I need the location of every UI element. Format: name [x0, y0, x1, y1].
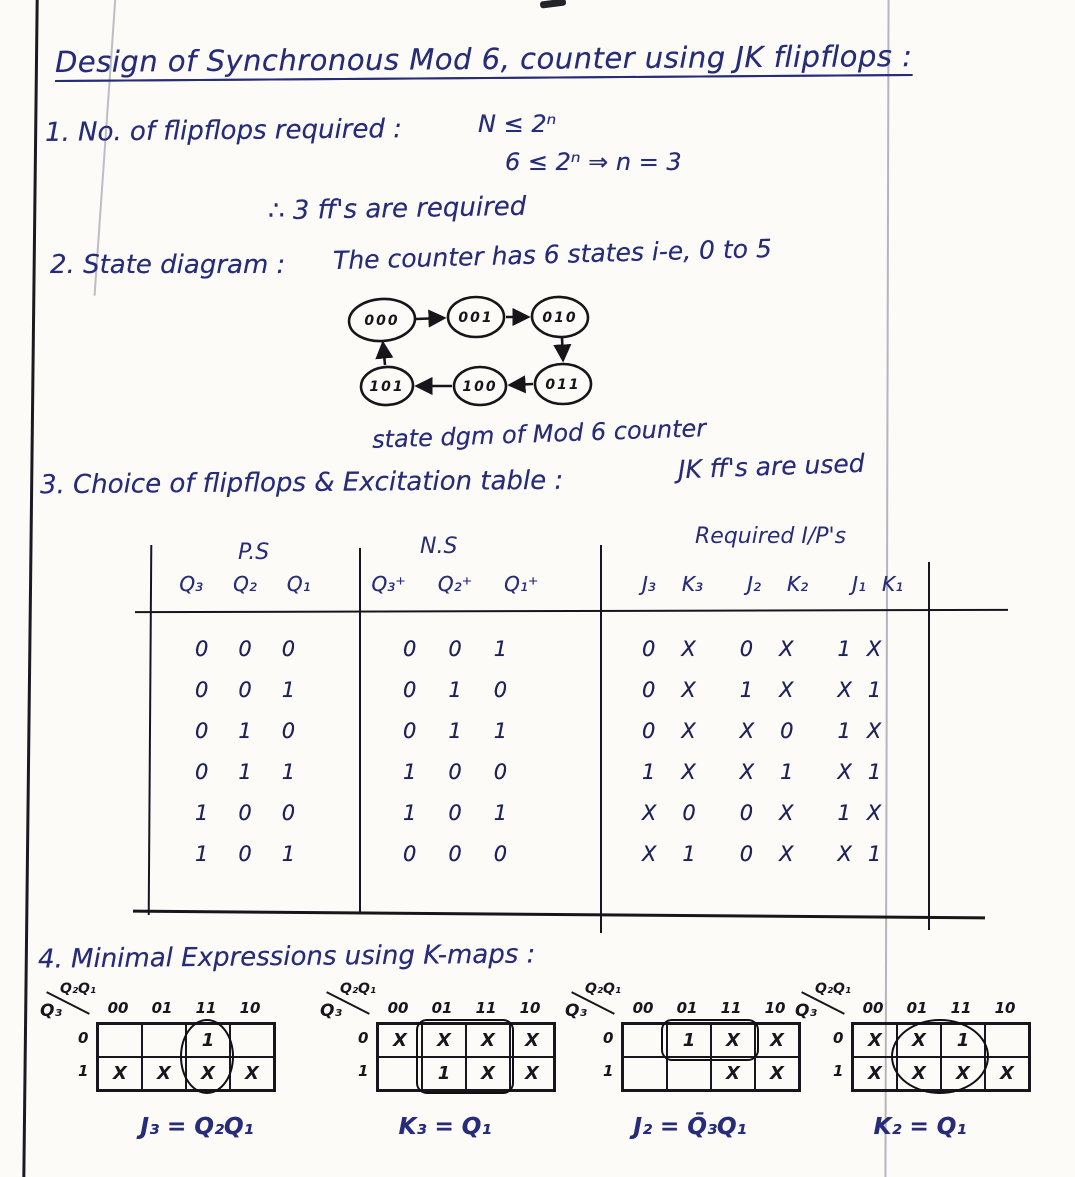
table-cell: 0: [238, 800, 252, 825]
step1-formula-1: N ≤ 2ⁿ: [478, 110, 557, 138]
table-cell: 0: [739, 800, 754, 825]
kmap-col-labels: [96, 999, 272, 1017]
transition-arrow: [383, 344, 385, 365]
table-cell: 1: [281, 759, 296, 784]
kmap-cell: X: [711, 1057, 755, 1090]
table-cell: 1: [493, 636, 508, 661]
kmap-cell: [230, 1024, 274, 1057]
ns-group: [360, 842, 600, 866]
table-cell: 1: [867, 841, 882, 866]
kmap-cell: [98, 1024, 142, 1057]
table-cell: 0: [402, 841, 417, 866]
col-header: Q₁⁺: [504, 572, 539, 596]
table-cell: 0: [194, 718, 209, 743]
kmap-col-label: 11: [475, 999, 497, 1017]
table-cell: 1: [493, 718, 508, 743]
table-cell: 0: [642, 718, 656, 743]
table-cell: 0: [493, 759, 508, 784]
table-cell: 1: [780, 759, 794, 784]
step1-label: 1. No. of flipflops required :: [44, 114, 403, 148]
state-label: 101: [369, 379, 405, 395]
ps-group: [150, 637, 360, 661]
table-cell: 1: [493, 800, 508, 825]
kmap-corner: [795, 981, 852, 1022]
table-cell: X: [837, 677, 852, 702]
state-label: 011: [545, 377, 581, 393]
io-pair: [642, 842, 696, 866]
io-group: [600, 760, 930, 784]
kmap-row-label: 0: [358, 1029, 369, 1047]
io-pair: [838, 842, 882, 866]
table-cell: X: [779, 800, 794, 825]
kmap-cell: X: [466, 1057, 510, 1090]
kmap-cell: 1: [186, 1024, 230, 1057]
kmap-col-label: 10: [994, 999, 1016, 1017]
kmap-col-label: 10: [519, 999, 541, 1017]
kmap-cell: X: [230, 1057, 274, 1090]
kmap-col-label: 11: [195, 999, 217, 1017]
table-cell: X: [681, 718, 696, 743]
table-cell: 0: [642, 636, 656, 661]
kmap-cell: [667, 1057, 711, 1090]
kmap-group: [661, 1019, 759, 1061]
table-cell: 0: [493, 677, 508, 702]
io-header-pair: [747, 572, 808, 596]
table-row: [150, 669, 930, 710]
table-cell: X: [779, 677, 794, 702]
table-rows: [150, 628, 930, 874]
io-pair: [740, 760, 794, 784]
kmap-J2: [565, 981, 815, 1163]
kmap-col-labels: [851, 999, 1027, 1017]
table-cell: 1: [194, 800, 209, 825]
io-pair: [838, 719, 882, 743]
table-group-header-ns: N.S: [420, 534, 458, 559]
kmap-cell: X: [853, 1024, 897, 1057]
table-cell: X: [739, 759, 755, 784]
kmap-cell: X: [755, 1024, 799, 1057]
kmap-cell: X: [98, 1057, 142, 1090]
table-cell: 1: [194, 841, 209, 866]
table-cell: 1: [837, 636, 851, 661]
table-cell: 0: [739, 841, 754, 866]
ps-group: [150, 760, 360, 784]
col-header: Q₂⁺: [437, 572, 473, 596]
kmap-expression: J₂ = Q̄₃Q₁: [633, 1114, 747, 1140]
table-cell: X: [739, 718, 755, 743]
kmap-col-label: 01: [676, 999, 698, 1017]
state-label: 010: [542, 310, 578, 326]
io-pair: [642, 760, 696, 784]
table-group-header-io: Required I/P's: [695, 524, 847, 549]
io-pair: [740, 719, 794, 743]
table-border-bottom: [133, 910, 985, 919]
ps-group: [150, 842, 360, 866]
table-cell: 0: [238, 841, 252, 866]
table-cell: 1: [837, 800, 851, 825]
table-cell: 0: [448, 841, 462, 866]
state-diagram: [330, 288, 630, 424]
col-header: Q₁: [286, 572, 311, 596]
kmap-cell: X: [897, 1024, 941, 1057]
table-cell: X: [866, 718, 882, 743]
table-cell: 0: [642, 677, 656, 702]
io-group: [600, 801, 930, 825]
col-header: Q₃: [179, 572, 204, 596]
kmap-cell: 1: [667, 1024, 711, 1057]
transition-arrow: [511, 384, 533, 385]
col-header: J₁: [852, 572, 867, 596]
table-row: [150, 628, 930, 669]
col-header: J₂: [747, 572, 761, 596]
table-cell: X: [681, 677, 696, 702]
kmap-cell: 1: [422, 1057, 466, 1090]
kmap-cell: [623, 1057, 667, 1090]
kmap-row-var: Q₃: [795, 1001, 817, 1021]
table-cell: X: [779, 841, 794, 866]
transition-arrow: [416, 318, 443, 319]
ns-group: [360, 678, 600, 702]
table-cell: 1: [448, 718, 462, 743]
kmap-row-label: 1: [78, 1062, 89, 1080]
kmap-row-label: 0: [833, 1029, 844, 1047]
kmap-col-label: 01: [151, 999, 173, 1017]
table-cell: 0: [281, 636, 296, 661]
io-pair: [838, 760, 882, 784]
table-cell: 0: [448, 759, 462, 784]
table-cell: 0: [780, 718, 794, 743]
ns-group: [360, 719, 600, 743]
table-cell: 1: [281, 677, 296, 702]
kmap-cell: X: [897, 1057, 941, 1090]
io-group: [600, 637, 930, 661]
table-cell: 1: [281, 841, 296, 866]
table-cell: 0: [448, 800, 462, 825]
kmap-cell: X: [711, 1024, 755, 1057]
table-cell: 1: [238, 759, 252, 784]
kmap-col-label: 00: [862, 999, 884, 1017]
col-header: J₃: [642, 572, 656, 596]
kmap-cell: X: [422, 1024, 466, 1057]
io-pair: [642, 801, 696, 825]
kmap-col-var: Q₂Q₁: [340, 981, 377, 997]
table-row: [150, 792, 930, 833]
table-cell: 1: [238, 718, 252, 743]
kmap-col-label: 01: [431, 999, 453, 1017]
table-cell: 1: [402, 759, 417, 784]
kmap-group: [180, 1019, 234, 1094]
table-cell: X: [779, 636, 794, 661]
table-cell: X: [681, 759, 696, 784]
kmap-col-label: 11: [950, 999, 972, 1017]
kmap-col-label: 00: [632, 999, 654, 1017]
table-cell: 1: [448, 677, 462, 702]
kmap-cell: X: [186, 1057, 230, 1090]
kmap-col-labels: [376, 999, 552, 1017]
io-group: [600, 678, 930, 702]
col-header: K₁: [882, 572, 904, 596]
kmap-col-var: Q₂Q₁: [815, 981, 852, 997]
table-cell: 1: [402, 800, 417, 825]
state-label: 000: [364, 313, 400, 329]
kmap-row-labels: [603, 1022, 613, 1088]
table-column-headers: [150, 564, 930, 604]
ns-header-group: [360, 572, 600, 596]
kmap-col-label: 00: [107, 999, 129, 1017]
step1-conclusion: ∴ 3 ff's are required: [267, 191, 527, 227]
kmap-row-var: Q₃: [40, 1001, 62, 1021]
io-header-pair: [852, 572, 903, 596]
io-pair: [642, 637, 696, 661]
step2-label: 2. State diagram :: [50, 250, 286, 280]
kmap-col-label: 10: [239, 999, 261, 1017]
io-pair: [838, 637, 882, 661]
kmap-row-label: 0: [603, 1029, 614, 1047]
table-row: [150, 751, 930, 792]
table-cell: X: [837, 841, 852, 866]
table-cell: X: [681, 636, 696, 661]
table-cell: 1: [837, 718, 851, 743]
step2-text: The counter has 6 states i-e, 0 to 5: [332, 233, 773, 276]
io-group: [600, 842, 930, 866]
col-header: Q₂: [233, 572, 257, 596]
io-pair: [740, 637, 794, 661]
table-group-header-ps: P.S: [238, 540, 270, 565]
io-header-group: [600, 572, 930, 596]
table-cell: 1: [739, 677, 754, 702]
table-cell: 1: [642, 759, 656, 784]
ps-header-group: [150, 572, 360, 596]
kmap-cell: X: [755, 1057, 799, 1090]
ps-group: [150, 719, 360, 743]
ps-group: [150, 801, 360, 825]
stray-ink-mark: [540, 0, 567, 9]
ns-group: [360, 760, 600, 784]
kmap-cell: X: [466, 1024, 510, 1057]
col-header: K₂: [786, 572, 809, 596]
kmap-row-var: Q₃: [565, 1001, 587, 1021]
table-cell: 0: [402, 677, 417, 702]
kmap-corner: [565, 981, 622, 1022]
col-header: Q₃⁺: [371, 572, 406, 596]
table-cell: 0: [238, 636, 252, 661]
step3-label: 3. Choice of flipflops & Excitation table :: [39, 465, 564, 501]
table-cell: 0: [194, 636, 209, 661]
table-cell: 0: [402, 718, 417, 743]
kmap-row-labels: [358, 1022, 368, 1088]
kmaps-row: [0, 981, 1075, 1168]
kmap-corner: [40, 981, 97, 1022]
step4-label: 4. Minimal Expressions using K-maps :: [37, 939, 536, 975]
kmap-col-label: 10: [764, 999, 786, 1017]
col-header: K₃: [681, 572, 704, 596]
table-cell: 1: [867, 759, 882, 784]
kmap-K2: [795, 981, 1045, 1163]
transition-arrow: [562, 338, 563, 359]
kmap-row-label: 0: [78, 1029, 89, 1047]
kmap-cell: X: [510, 1057, 554, 1090]
table-cell: 0: [402, 636, 417, 661]
io-pair: [740, 801, 794, 825]
table-cell: 0: [493, 841, 508, 866]
kmap-cell: [985, 1024, 1029, 1057]
io-pair: [740, 678, 794, 702]
page-title: Design of Synchronous Mod 6, counter using JK flipflops :: [54, 39, 913, 79]
state-label: 100: [462, 379, 498, 395]
kmap-expression: K₂ = Q₁: [873, 1114, 967, 1140]
state-label: 001: [458, 310, 494, 326]
table-cell: 0: [281, 718, 296, 743]
kmap-cell: X: [142, 1057, 186, 1090]
table-row: [150, 710, 930, 751]
table-cell: 1: [867, 677, 882, 702]
io-pair: [740, 842, 794, 866]
table-cell: X: [642, 841, 657, 866]
kmap-row-label: 1: [833, 1062, 844, 1080]
kmap-cell: X: [985, 1057, 1029, 1090]
step1-formula-2: 6 ≤ 2ⁿ ⇒ n = 3: [505, 148, 682, 176]
kmap-row-var: Q₃: [320, 1001, 342, 1021]
io-pair: [642, 719, 696, 743]
kmap-K3: [320, 981, 570, 1163]
table-cell: 0: [281, 800, 296, 825]
table-cell: X: [837, 759, 852, 784]
table-cell: 0: [739, 636, 754, 661]
kmap-row-label: 1: [603, 1062, 614, 1080]
kmap-cell: X: [853, 1057, 897, 1090]
io-pair: [838, 801, 882, 825]
step3-text: JK ff's are used: [677, 448, 866, 485]
kmap-row-label: 1: [358, 1062, 369, 1080]
table-row: [150, 833, 930, 874]
io-pair: [642, 678, 696, 702]
table-cell: 0: [194, 677, 209, 702]
kmap-cell: 1: [941, 1024, 985, 1057]
kmap-col-label: 01: [906, 999, 928, 1017]
kmap-col-var: Q₂Q₁: [60, 981, 97, 997]
kmap-corner: [320, 981, 377, 1022]
table-cell: X: [642, 800, 657, 825]
kmap-col-var: Q₂Q₁: [585, 981, 622, 997]
kmap-group: [891, 1019, 989, 1094]
ps-group: [150, 678, 360, 702]
ns-group: [360, 637, 600, 661]
table-cell: 0: [682, 800, 696, 825]
table-cell: 1: [682, 841, 696, 866]
kmap-expression: K₃ = Q₁: [398, 1114, 492, 1140]
io-header-pair: [642, 572, 703, 596]
kmap-col-label: 11: [720, 999, 742, 1017]
kmap-row-labels: [78, 1022, 88, 1088]
io-pair: [838, 678, 882, 702]
kmap-cell: X: [378, 1024, 422, 1057]
io-group: [600, 719, 930, 743]
table-cell: 0: [448, 636, 462, 661]
kmap-col-labels: [621, 999, 797, 1017]
kmap-group: [416, 1019, 514, 1094]
kmap-cell: X: [941, 1057, 985, 1090]
kmap-expression: J₃ = Q₂Q₁: [140, 1114, 254, 1140]
table-cell: 0: [238, 677, 252, 702]
ns-group: [360, 801, 600, 825]
table-cell: X: [866, 800, 882, 825]
table-cell: 0: [194, 759, 209, 784]
kmap-cell: X: [510, 1024, 554, 1057]
table-header-underline: [135, 609, 1008, 614]
kmap-row-labels: [833, 1022, 843, 1088]
table-cell: X: [866, 636, 882, 661]
state-diagram-caption: state dgm of Mod 6 counter: [371, 414, 707, 454]
kmap-J3: [40, 981, 290, 1163]
kmap-col-label: 00: [387, 999, 409, 1017]
